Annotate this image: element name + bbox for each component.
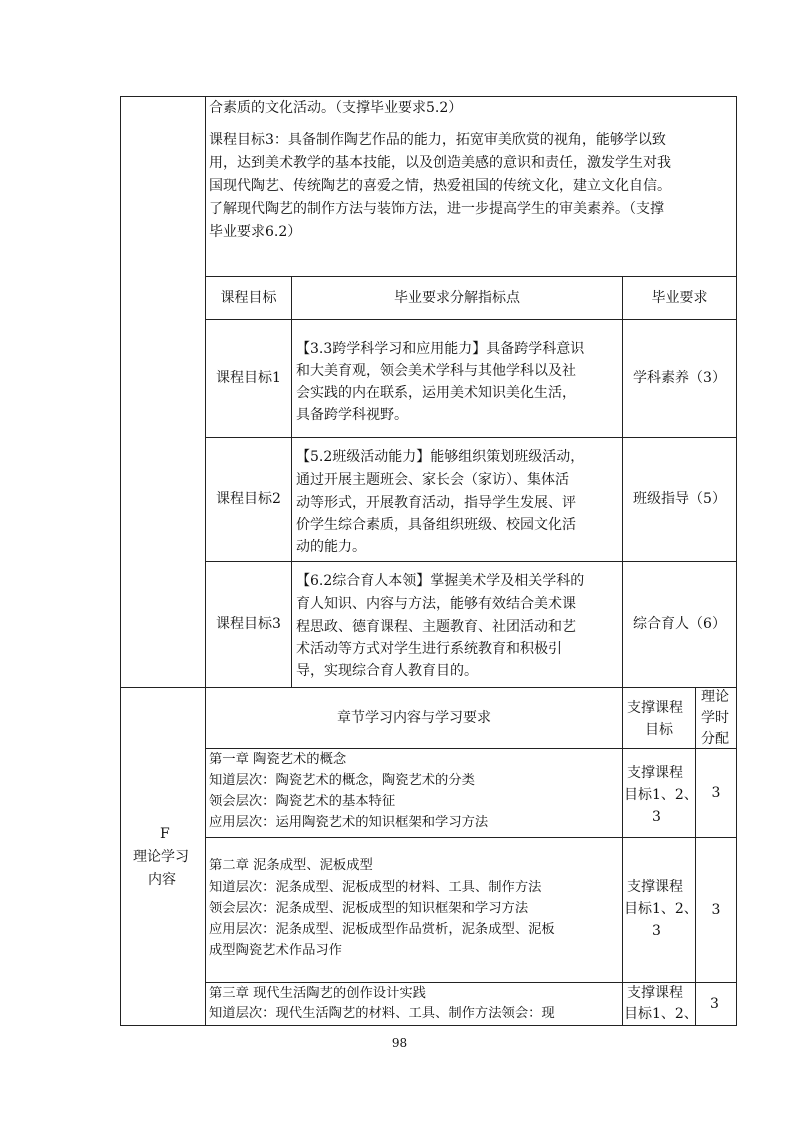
row3-requirement: 综合育人（6） <box>633 616 726 632</box>
section-f-col-divider-1 <box>622 687 623 1025</box>
page-number: 98 <box>391 1036 408 1050</box>
header-chapter-content: 章节学习内容与学习要求 <box>337 709 491 726</box>
chapter2-line: 应用层次：泥条成型、泥板成型作品赏析，泥条成型、泥板 <box>209 922 555 937</box>
chapter1-line: 第一章 陶瓷艺术的概念 <box>209 752 347 767</box>
chapter3-goal-line: 目标1、2、 <box>624 1006 698 1022</box>
row1-indicator-line: 具备跨学科视野。 <box>296 407 408 423</box>
chapter2-line: 第二章 泥条成型、泥板成型 <box>209 858 373 873</box>
chapter1-line: 应用层次：运用陶瓷艺术的知识框架和学习方法 <box>209 815 489 830</box>
header-hours-line: 分配 <box>701 731 729 747</box>
section-label-line: 理论学习 <box>133 849 189 865</box>
chapter2-line: 知道层次：泥条成型、泥板成型的材料、工具、制作方法 <box>209 880 542 895</box>
chapter2-hours: 3 <box>711 901 721 918</box>
chapter3-hours: 3 <box>710 996 719 1012</box>
chapter1-line: 领会层次：陶瓷艺术的基本特征 <box>209 794 396 809</box>
intro-line: 了解现代陶艺的制作方法与装饰方法，进一步提高学生的审美素养。（支撑 <box>209 201 664 217</box>
row2-indicator-line: 价学生综合素质，具备组织班级、校园文化活 <box>296 517 576 533</box>
chapter3-goal-line: 支撑课程 <box>627 985 683 1001</box>
row2-indicator-line: 【5.2班级活动能力】能够组织策划班级活动， <box>296 449 585 465</box>
chapter2-line: 成型陶瓷艺术作品习作 <box>209 943 342 958</box>
mapping-col-divider-1 <box>291 276 292 687</box>
chapter3-line: 第三章 现代生活陶艺的创作设计实践 <box>209 986 426 1001</box>
chapter2-goal-line: 支撑课程 <box>627 879 683 895</box>
section-f-header-bottom <box>205 748 736 749</box>
row2-indicator-line: 通过开展主题班会、家长会（家访）、集体活 <box>296 472 569 488</box>
header-requirement: 毕业要求 <box>651 289 708 306</box>
row3-indicator-line: 导，实现综合育人教育目的。 <box>296 663 478 679</box>
header-hours-line: 理论 <box>701 689 729 705</box>
row2-goal: 课程目标2 <box>216 491 281 507</box>
row3-indicator-line: 程思政、德育课程、主题教育、社团活动和艺 <box>296 619 576 635</box>
chapter2-goal-line: 3 <box>652 923 661 939</box>
section-letter: F <box>160 826 170 842</box>
chapter1-goal-line: 目标1、2、 <box>624 787 698 803</box>
chapter1-goal-line: 支撑课程 <box>627 765 683 781</box>
row2-indicator-line: 动等形式，开展教育活动，指导学生发展、评 <box>296 495 576 511</box>
chapter3-line: 知道层次：现代生活陶艺的材料、工具、制作方法领会：现 <box>209 1006 555 1021</box>
row3-goal: 课程目标3 <box>216 616 281 632</box>
intro-line: 国现代陶艺、传统陶艺的喜爱之情，热爱祖国的传统文化，建立文化自信。 <box>209 178 671 194</box>
row1-indicator-line: 【3.3跨学科学习和应用能力】具备跨学科意识 <box>296 341 585 357</box>
header-support-goal-line: 目标 <box>645 722 673 738</box>
table-border-right <box>736 96 737 1026</box>
chapter1-bottom <box>205 837 736 838</box>
header-course-goal: 课程目标 <box>220 289 277 306</box>
intro-line: 毕业要求6.2） <box>209 224 302 240</box>
chapter1-goal-line: 3 <box>652 809 661 825</box>
row1-indicator-line: 和大美育观，领会美术学科与其他学科以及社 <box>296 363 576 379</box>
header-support-goal-line: 支撑课程 <box>627 700 683 716</box>
row1-indicator-line: 会实践的内在联系，运用美术知识美化生活， <box>296 385 576 401</box>
chapter1-hours: 3 <box>711 784 721 801</box>
row2-indicator-line: 动的能力。 <box>296 539 366 555</box>
header-indicator: 毕业要求分解指标点 <box>394 289 520 306</box>
row1-goal: 课程目标1 <box>216 370 281 386</box>
chapter1-line: 知道层次：陶瓷艺术的概念，陶瓷艺术的分类 <box>209 773 475 788</box>
row1-requirement: 学科素养（3） <box>633 370 726 386</box>
row3-indicator-line: 育人知识、内容与方法，能够有效结合美术课 <box>296 596 576 612</box>
chapter2-line: 领会层次：泥条成型、泥板成型的知识框架和学习方法 <box>209 901 529 916</box>
section-label-line: 内容 <box>148 872 176 888</box>
header-hours-line: 学时 <box>701 710 729 726</box>
intro-line: 用，达到美术教学的基本技能，以及创造美感的意识和责任，激发学生对我 <box>209 155 671 171</box>
intro-line: 课程目标3：具备制作陶艺作品的能力，拓宽审美欣赏的视角，能够学以致 <box>209 132 666 148</box>
row2-requirement: 班级指导（5） <box>633 491 726 507</box>
intro-line: 合素质的文化活动。（支撑毕业要求5.2） <box>209 100 463 116</box>
row3-indicator-line: 术活动等方式对学生进行系统教育和积极引 <box>296 641 562 657</box>
table-border-left <box>120 96 121 1026</box>
chapter2-goal-line: 目标1、2、 <box>624 901 698 917</box>
row3-indicator-line: 【6.2综合育人本领】掌握美术学及相关学科的 <box>296 573 585 589</box>
